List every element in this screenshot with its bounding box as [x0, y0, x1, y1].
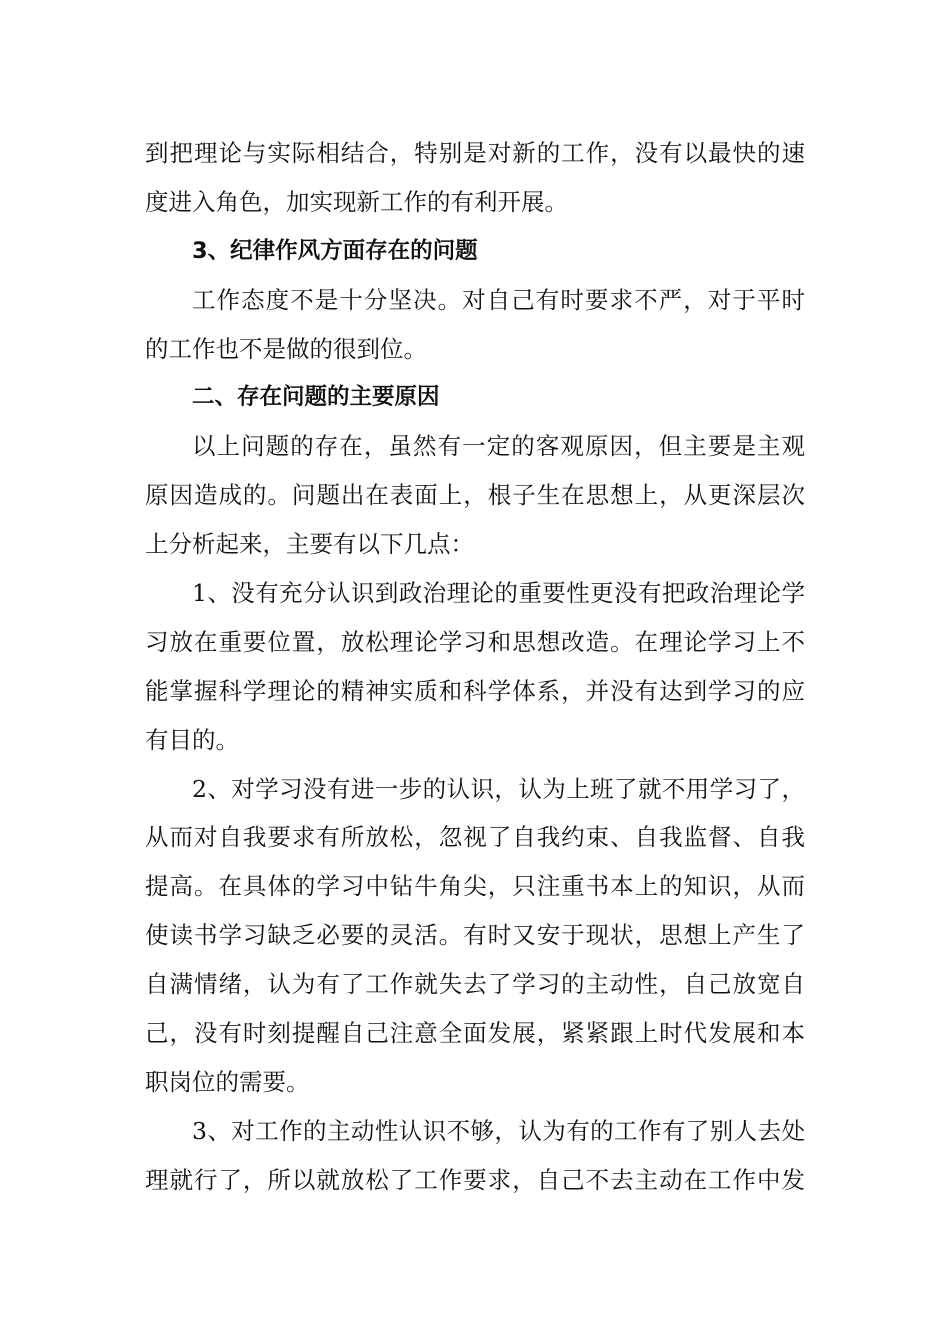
text-line: 的工作也不是做的很到位。 [145, 334, 427, 363]
text-line: 己，没有时刻提醒自己注意全面发展，紧紧跟上时代发展和本 [145, 1019, 805, 1048]
section-heading-line: 3、纪律作风方面存在的问题 [192, 237, 478, 264]
text-line: 提高。在具体的学习中钻牛角尖，只注重书本上的知识，从而 [145, 872, 805, 901]
text-line: 原因造成的。问题出在表面上，根子生在思想上，从更深层次 [145, 481, 805, 510]
text-line: 1、没有充分认识到政治理论的重要性更没有把政治理论学 [192, 579, 805, 608]
text-line: 2、对学习没有进一步的认识，认为上班了就不用学习了， [192, 774, 805, 803]
text-line: 上分析起来，主要有以下几点： [145, 530, 474, 559]
text-line: 度进入角色，加实现新工作的有利开展。 [145, 187, 568, 216]
text-line: 能掌握科学理论的精神实质和科学体系，并没有达到学习的应 [145, 676, 805, 705]
text-line: 以上问题的存在，虽然有一定的客观原因，但主要是主观 [192, 432, 805, 461]
text-line: 职岗位的需要。 [145, 1067, 310, 1096]
text-line: 从而对自我要求有所放松，忽视了自我约束、自我监督、自我 [145, 823, 805, 852]
section-heading-line: 二、存在问题的主要原因 [192, 384, 440, 411]
text-line: 工作态度不是十分坚决。对自己有时要求不严，对于平时 [192, 285, 805, 314]
text-line: 3、对工作的主动性认识不够，认为有的工作有了别人去处 [192, 1116, 805, 1145]
text-line: 使读书学习缺乏必要的灵活。有时又安于现状，思想上产生了 [145, 921, 805, 950]
text-line: 有目的。 [145, 725, 239, 754]
text-line: 自满情绪，认为有了工作就失去了学习的主动性，自己放宽自 [145, 970, 805, 999]
text-line: 到把理论与实际相结合，特别是对新的工作，没有以最快的速 [145, 139, 805, 167]
document-body [145, 129, 805, 1205]
text-line: 习放在重要位置，放松理论学习和思想改造。在理论学习上不 [145, 627, 805, 656]
text-line: 理就行了，所以就放松了工作要求，自己不去主动在工作中发 [145, 1165, 805, 1194]
